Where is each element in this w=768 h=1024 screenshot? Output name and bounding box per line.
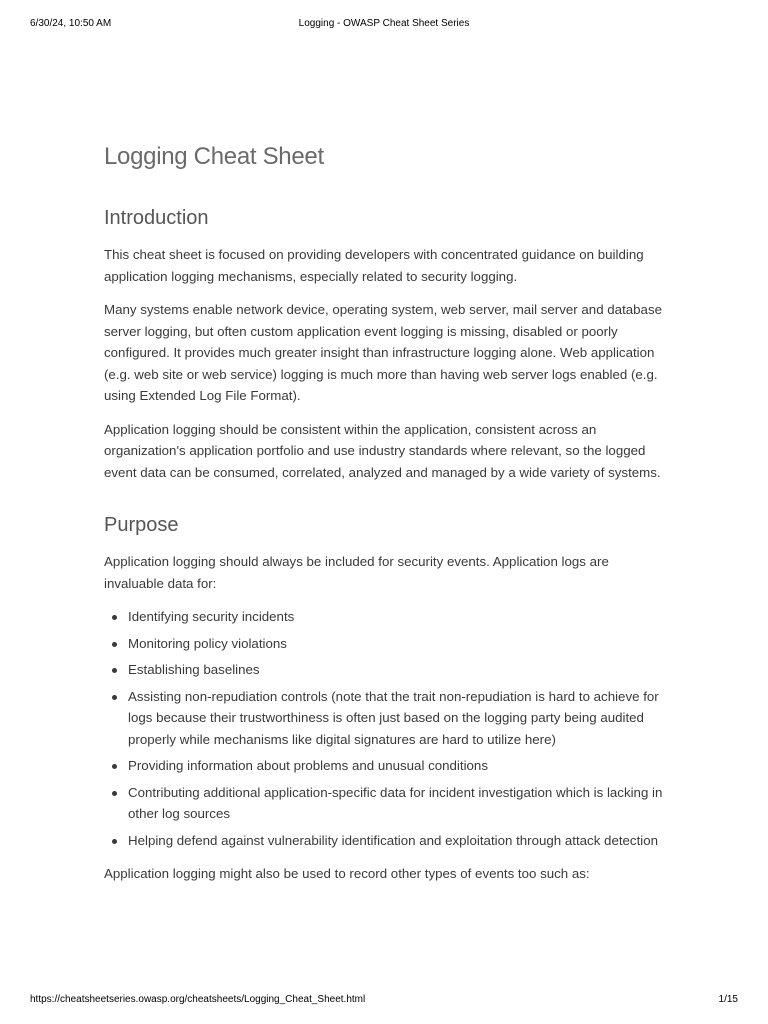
list-item: Assisting non-repudiation controls (note that the trait non-repudiation is hard to achieve for logs because their trustworthiness is often just based on the logging party being audited properly while mechanisms like digital signatures are hard to utilize here) (104, 686, 664, 751)
section-heading-introduction: Introduction (104, 207, 209, 229)
print-datetime: 6/30/24, 10:50 AM (30, 18, 112, 29)
print-page-title: Logging - OWASP Cheat Sheet Series (298, 18, 470, 29)
intro-paragraph: Many systems enable network device, operating system, web server, mail server and database server logging, but often custom application event logging is missing, disabled or poorly configured. It provides much greater insight than infrastructure logging alone. Web application (e.g. web site or web service) logging is much more than having web server logs enabled (e.g. using Extended Log File Format). (104, 302, 662, 403)
print-header (30, 18, 738, 32)
intro-paragraph: This cheat sheet is focused on providing developers with concentrated guidance on building application logging mechanisms, especially related to security logging. (104, 247, 644, 284)
list-item: Identifying security incidents (104, 606, 664, 628)
intro-paragraph: Application logging should be consistent within the application, consistent across an organization's application portfolio and use industry standards where relevant, so the logged event data can be consumed, correlated, analyzed and managed by a wide variety of systems. (104, 421, 661, 480)
list-item: Contributing additional application-specific data for incident investigation which is lacking in other log sources (104, 782, 664, 825)
purpose-outro-paragraph: Application logging might also be used to record other types of events too such as: (104, 866, 590, 881)
list-item: Establishing baselines (104, 659, 664, 681)
print-url: https://cheatsheetseries.owasp.org/cheatsheets/Logging_Cheat_Sheet.html (30, 994, 366, 1005)
list-item: Providing information about problems and unusual conditions (104, 755, 664, 777)
page-number: 1/15 (718, 994, 738, 1005)
list-item: Helping defend against vulnerability identification and exploitation through attack detection (104, 830, 664, 852)
page-title: Logging Cheat Sheet (104, 143, 324, 170)
purpose-list (104, 606, 664, 851)
document-content (104, 140, 664, 897)
list-item: Monitoring policy violations (104, 633, 664, 655)
section-heading-purpose: Purpose (104, 514, 179, 536)
purpose-intro-paragraph: Application logging should always be included for security events. Application logs are invaluable data for: (104, 554, 609, 591)
print-footer (30, 994, 738, 1008)
